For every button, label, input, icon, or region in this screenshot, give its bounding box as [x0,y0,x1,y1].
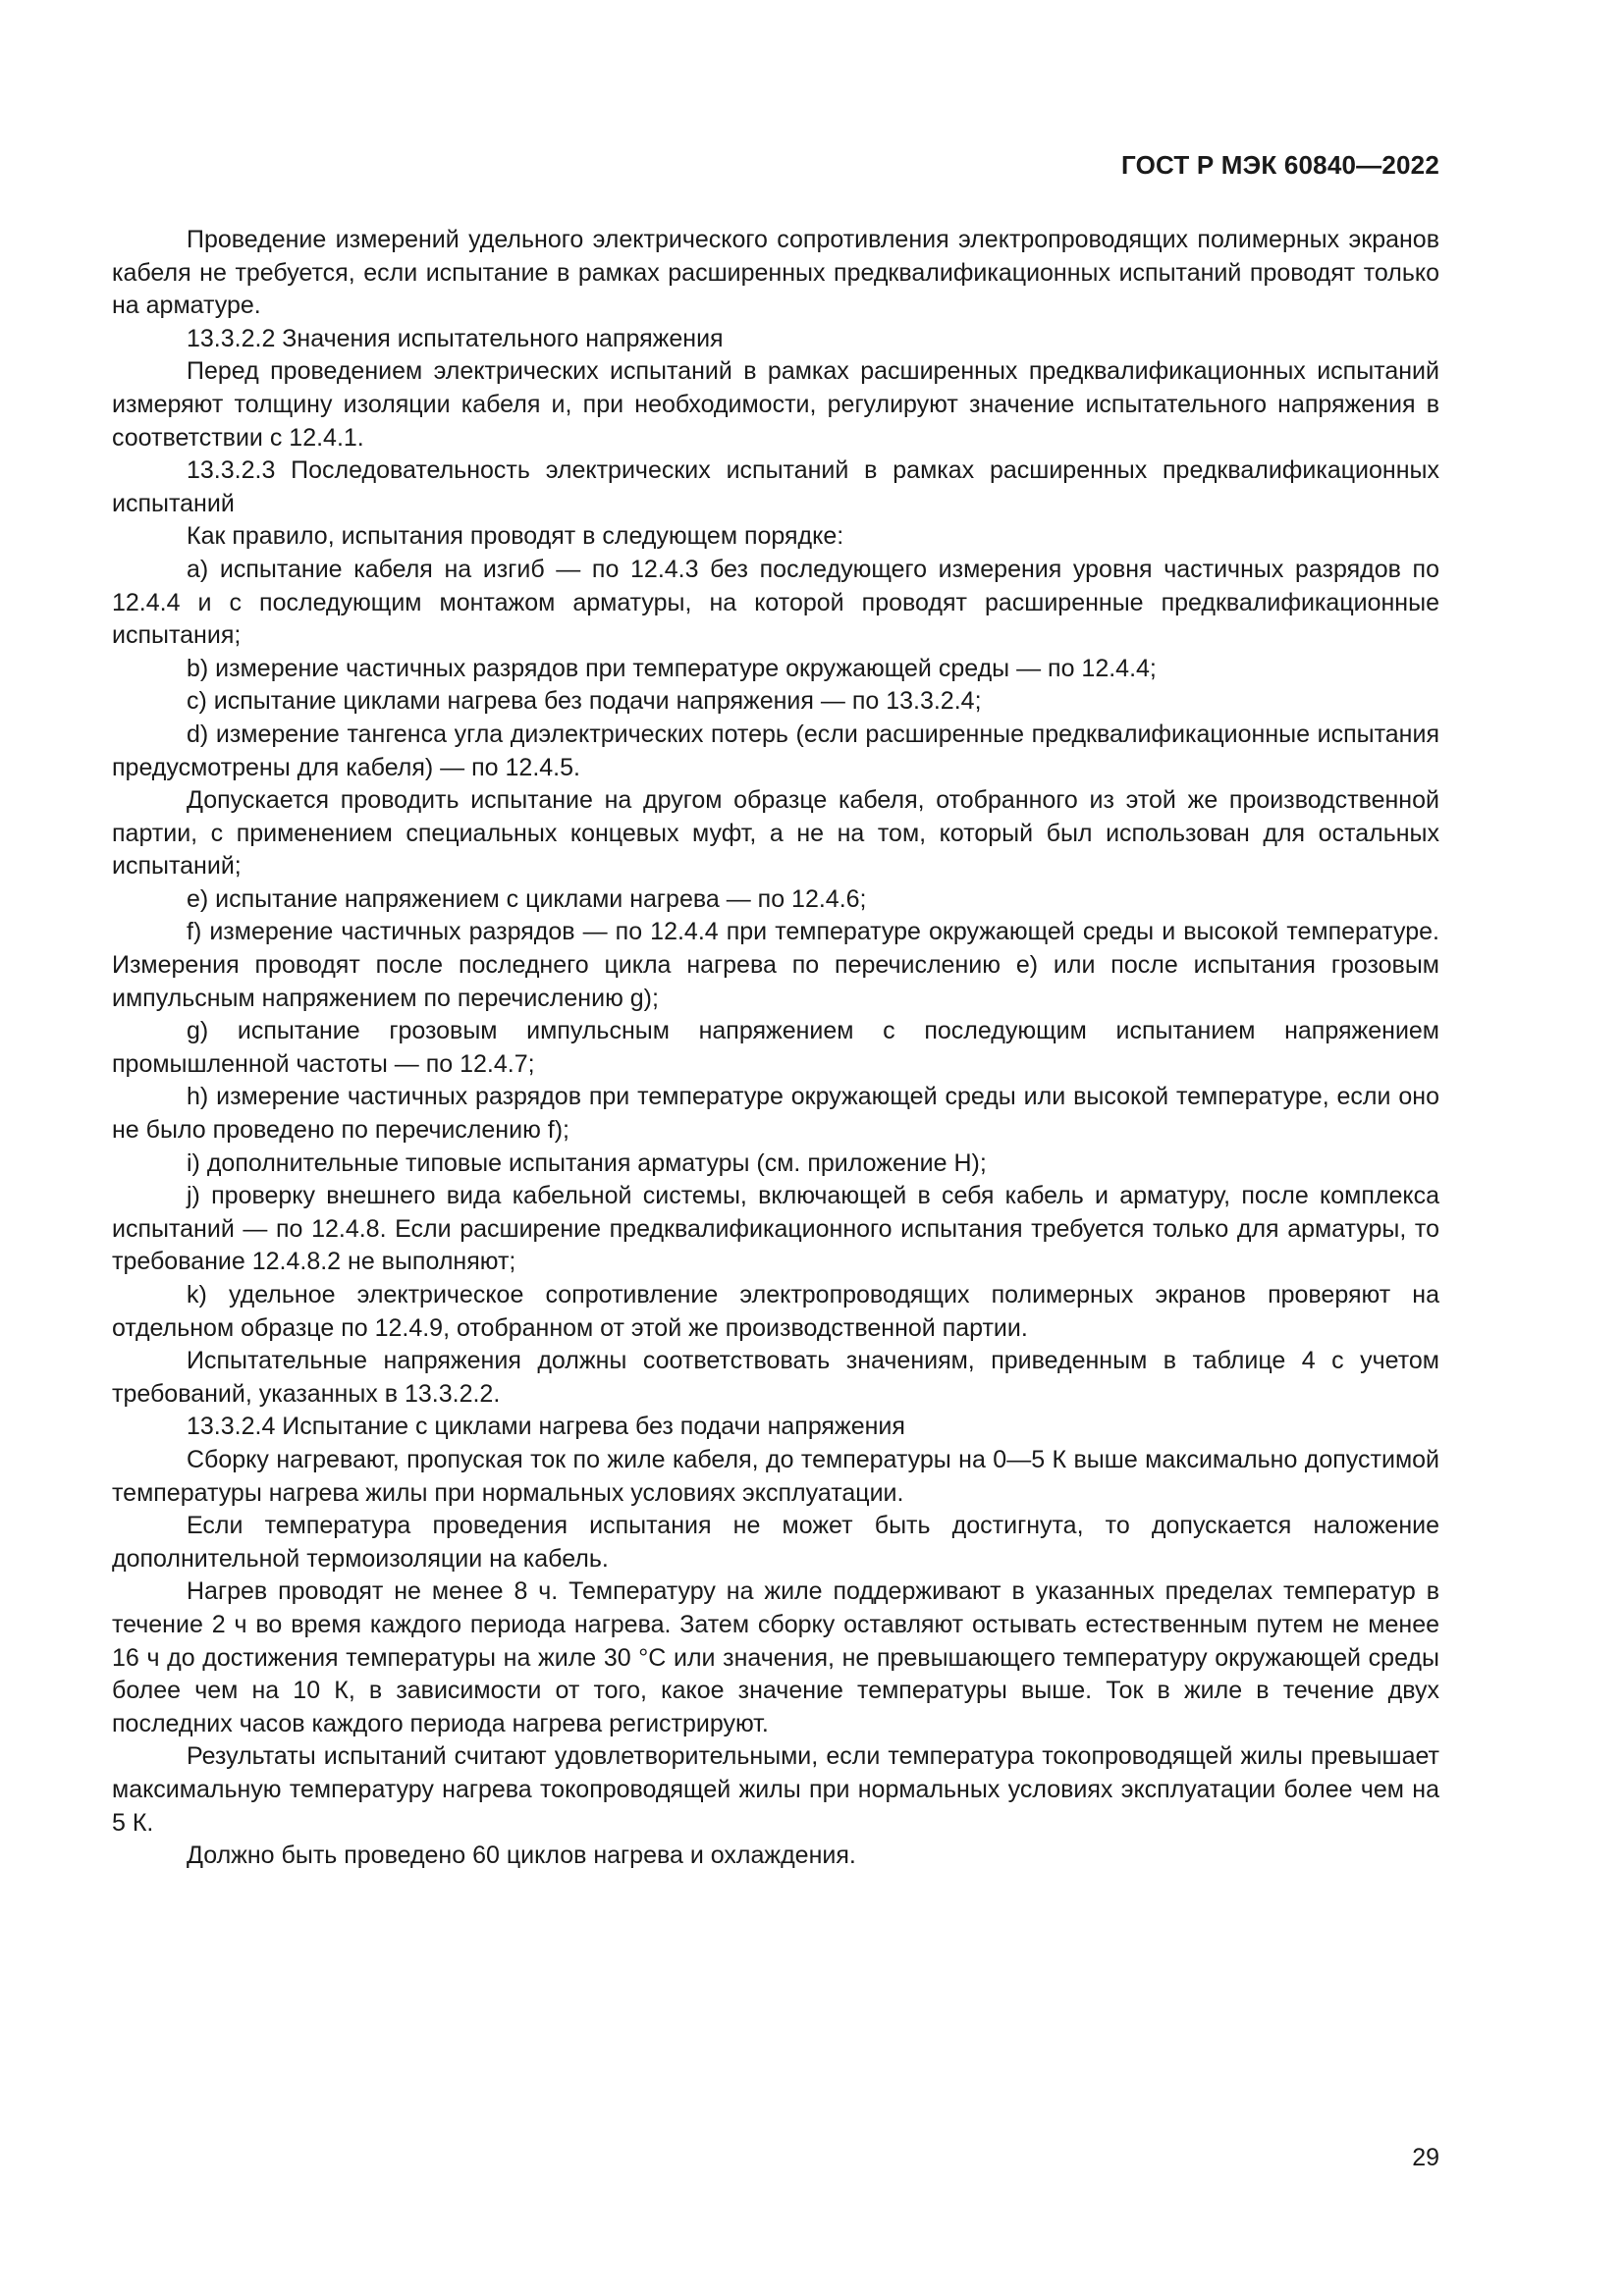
paragraph-test-order-intro: Как правило, испытания проводят в следующем порядке: [187,522,844,551]
section-heading-13-3-2-4: 13.3.2.4 Испытание с циклами нагрева без подачи напряжения [187,1413,905,1441]
paragraph-other-sample: Допускается проводить испытание на другом образце кабеля, отобранного из этой же производственной партии, с применением специальных концевых муфт, а не на том, который был использован для остальных испытаний; [112,786,1439,881]
paragraph-heating-assembly: Сборку нагревают, пропуская ток по жиле кабеля, до температуры на 0—5 К выше максимально допустимой температуры нагрева жилы при нормальных условиях эксплуатации. [112,1445,1439,1507]
list-item-i: i) дополнительные типовые испытания арматуры (см. приложение H); [187,1148,987,1177]
document-body [112,224,1439,1873]
paragraph-insulation-thickness: Перед проведением электрических испытаний в рамках расширенных предквалификационных испытаний измеряют толщину изоляции кабеля и, при необходимости, регулируют значение испытательного напряжения в соответствии с 12.4.1. [112,357,1439,452]
section-heading-13-3-2-2: 13.3.2.2 Значения испытательного напряжения [187,324,724,352]
list-item-d: d) измерение тангенса угла диэлектрических потерь (если расширенные предквалификационные испытания предусмотрены для кабеля) — по 12.4.5. [112,720,1439,781]
paragraph-resistance-note: Проведение измерений удельного электрического сопротивления электропроводящих полимерных экранов кабеля не требуется, если испытание в рамках расширенных предквалификационных испытаний проводят только на арматуре. [112,226,1439,320]
document-code-header: ГОСТ Р МЭК 60840—2022 [1120,150,1439,180]
paragraph-heating-cycle: Нагрев проводят не менее 8 ч. Температуру на жиле поддерживают в указанных пределах температур в течение 2 ч во время каждого периода нагрева. Затем сборку оставляют остывать естественным путем не менее 16 ч до достижения температуры на жиле 30 °С или значения, не превышающего температуру окружающей среды более чем на 10 К, в зависимости от того, какое значение температуры выше. Ток в жиле в течение двух последних часов каждого периода нагрева регистрируют. [112,1577,1439,1737]
list-item-e: e) испытание напряжением с циклами нагрева — по 12.4.6; [187,884,867,913]
list-item-k: k) удельное электрическое сопротивление электропроводящих полимерных экранов проверяют на отдельном образце по 12.4.9, отобранном от этой же производственной партии. [112,1281,1439,1342]
list-item-g: g) испытание грозовым импульсным напряжением с последующим испытанием напряжением промышленной частоты — по 12.4.7; [112,1017,1439,1078]
paragraph-test-voltages: Испытательные напряжения должны соответствовать значениям, приведенным в таблице 4 с учетом требований, указанных в 13.3.2.2. [112,1347,1439,1408]
list-item-a: a) испытание кабеля на изгиб — по 12.4.3 без последующего измерения уровня частичных разрядов по 12.4.4 и с последующим монтажом арматуры, на которой проводят расширенные предквалификационные испытания; [112,555,1439,650]
page-number: 29 [1412,2144,1439,2171]
list-item-h: h) измерение частичных разрядов при температуре окружающей среды или высокой температуре, если оно не было проведено по перечислению f); [112,1083,1439,1145]
list-item-j: j) проверку внешнего вида кабельной системы, включающей в себя кабель и арматуру, после комплекса испытаний — по 12.4.8. Если расширение предквалификационного испытания требуется только для арматуры, то требование 12.4.8.2 не выполняют; [112,1182,1439,1276]
paragraph-results-criteria: Результаты испытаний считают удовлетворительными, если температура токопроводящей жилы превышает максимальную температуру нагрева токопроводящей жилы при нормальных условиях эксплуатации более чем на 5 К. [112,1742,1439,1837]
section-heading-13-3-2-3: 13.3.2.3 Последовательность электрических испытаний в рамках расширенных предквалификационных испытаний [112,456,1439,517]
list-item-c: c) испытание циклами нагрева без подачи напряжения — по 13.3.2.4; [187,687,982,716]
list-item-b: b) измерение частичных разрядов при температуре окружающей среды — по 12.4.4; [187,654,1157,682]
paragraph-cycle-count: Должно быть проведено 60 циклов нагрева и охлаждения. [187,1842,856,1870]
list-item-f: f) измерение частичных разрядов — по 12.4.4 при температуре окружающей среды и высокой температуре. Измерения проводят после последнего цикла нагрева по перечислению e) или после испытания грозовым импульсным напряжением по перечислению g); [112,918,1439,1012]
paragraph-thermal-insulation: Если температура проведения испытания не может быть достигнута, то допускается наложение дополнительной термоизоляции на кабель. [112,1512,1439,1573]
